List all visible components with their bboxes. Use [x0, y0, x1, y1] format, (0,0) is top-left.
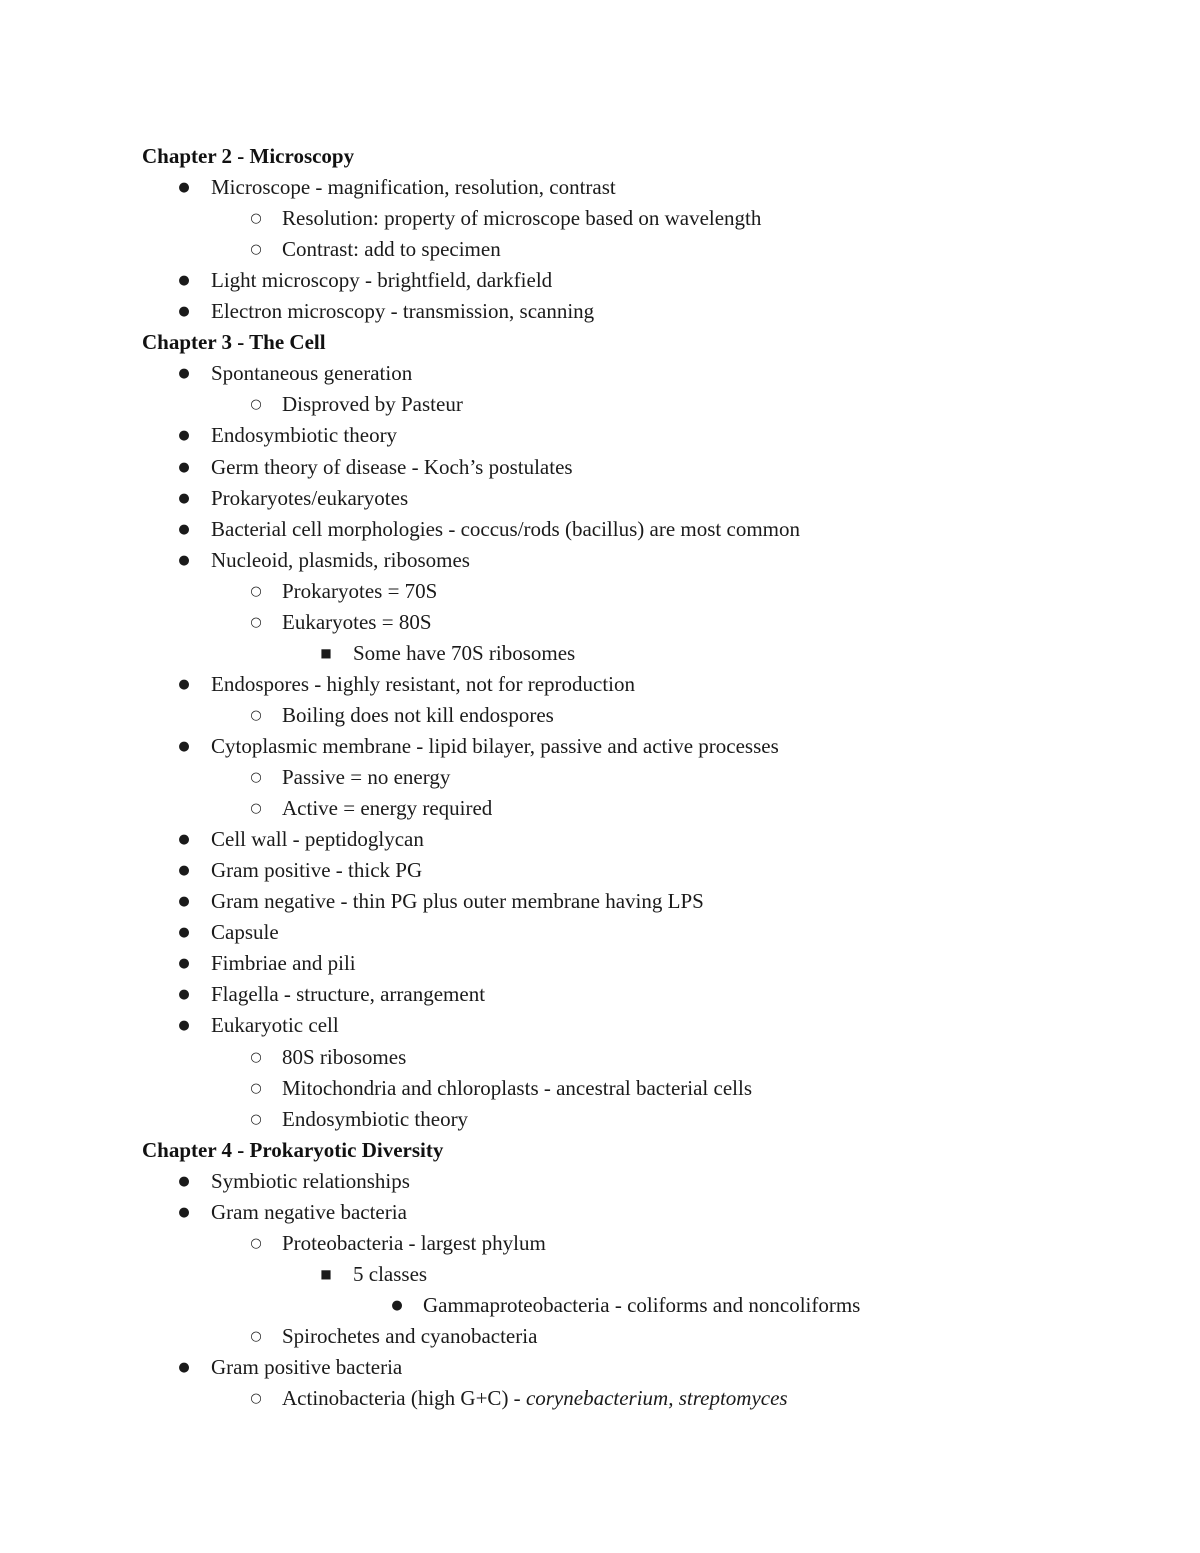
outline-item-text	[211, 886, 704, 917]
outline-item-text	[282, 1042, 406, 1073]
outline-item-text	[211, 452, 573, 483]
outline-item-text	[211, 545, 470, 576]
chapter-title: Chapter 2 - Microscopy	[142, 144, 355, 168]
outline-item-label: Eukaryotes = 80S	[282, 609, 432, 634]
outline-item-label: Proteobacteria - largest phylum	[282, 1230, 546, 1255]
outline-item-label: Gammaproteobacteria - coliforms and noncoliforms	[423, 1292, 861, 1317]
filled-circle-bullet-icon: ●	[178, 1018, 190, 1034]
outline-item-label: Endospores - highly resistant, not for reproduction	[211, 671, 635, 696]
outline-item-label: Gram negative bacteria	[211, 1199, 407, 1224]
outline-item-text	[211, 1352, 402, 1383]
outline-item-label: Prokaryotes/eukaryotes	[211, 485, 409, 510]
outline-item-label: Active = energy required	[282, 796, 493, 821]
outline-item-label: Mitochondria and chloroplasts - ancestral bacterial cells	[282, 1075, 752, 1100]
square-bullet-icon: ■	[320, 645, 332, 660]
hollow-circle-bullet-icon: ○	[250, 1049, 262, 1065]
outline-item-label: Gram positive - thick PG	[211, 858, 423, 883]
hollow-circle-bullet-icon: ○	[250, 801, 262, 817]
outline-item-label: 80S ribosomes	[282, 1044, 407, 1069]
filled-circle-bullet-icon: ●	[178, 180, 190, 196]
hollow-circle-bullet-icon: ○	[250, 211, 262, 227]
outline-item-text	[211, 296, 594, 327]
outline-item-label: Symbiotic relationships	[211, 1168, 410, 1193]
outline-item-text	[282, 700, 554, 731]
outline-item-label: Flagella - structure, arrangement	[211, 982, 486, 1007]
hollow-circle-bullet-icon: ○	[250, 1080, 262, 1096]
outline-item-label: Endosymbiotic theory	[282, 1106, 469, 1131]
filled-circle-bullet-icon: ●	[178, 521, 190, 537]
outline-item-label: Actinobacteria (high G+C) -	[282, 1386, 526, 1410]
outline-item-label: Spontaneous generation	[211, 361, 413, 386]
outline-item-text	[211, 420, 397, 451]
outline-item-label: Prokaryotes = 70S	[282, 578, 438, 603]
outline-item-text	[211, 265, 552, 296]
outline-item-text	[353, 638, 575, 669]
outline-item-text	[211, 917, 279, 948]
outline-item-text	[282, 234, 501, 265]
outline-item-text	[282, 1073, 752, 1104]
outline-item-label: Spirochetes and cyanobacteria	[282, 1323, 538, 1348]
outline-item-label: Disproved by Pasteur	[282, 392, 463, 417]
outline-item-text	[211, 948, 356, 979]
outline-item-text	[211, 514, 800, 545]
hollow-circle-bullet-icon: ○	[250, 1235, 262, 1251]
outline-item-text	[211, 731, 779, 762]
outline-item-text	[282, 1104, 468, 1135]
filled-circle-bullet-icon: ●	[178, 1204, 190, 1220]
outline-item-text	[211, 669, 635, 700]
filled-circle-bullet-icon: ●	[178, 894, 190, 910]
hollow-circle-bullet-icon: ○	[250, 770, 262, 785]
square-bullet-icon: ■	[320, 1266, 332, 1281]
outline-item-text	[211, 824, 424, 855]
filled-circle-bullet-icon: ●	[178, 1173, 190, 1189]
outline-item-label: Microscope - magnification, resolution, contrast	[211, 175, 616, 200]
hollow-circle-bullet-icon: ○	[250, 397, 262, 413]
filled-circle-bullet-icon: ●	[178, 925, 190, 941]
outline-item-text	[282, 203, 761, 234]
filled-circle-bullet-icon: ●	[178, 273, 190, 289]
filled-circle-bullet-icon: ●	[178, 366, 190, 382]
outline-item-text	[211, 172, 616, 203]
outline-item-text	[211, 1166, 410, 1197]
hollow-circle-bullet-icon: ○	[250, 242, 262, 258]
outline-item-label: Germ theory of disease - Koch’s postulates	[211, 454, 573, 479]
outline-item-text	[282, 1228, 546, 1259]
outline-item-label: Contrast: add to specimen	[282, 237, 501, 262]
outline-item-label: Cytoplasmic membrane - lipid bilayer, passive and active processes	[211, 734, 779, 758]
outline-item-text	[211, 855, 422, 886]
outline-item-text	[211, 358, 412, 389]
filled-circle-bullet-icon: ●	[178, 739, 190, 754]
outline-item-label: Gram positive bacteria	[211, 1355, 403, 1379]
filled-circle-bullet-icon: ●	[178, 459, 190, 475]
filled-circle-bullet-icon: ●	[178, 676, 190, 692]
outline-item-text	[282, 576, 437, 607]
outline-item-text	[282, 762, 450, 793]
outline-item-text	[211, 979, 485, 1010]
filled-circle-bullet-icon: ●	[178, 552, 190, 568]
outline-item-text	[423, 1290, 860, 1321]
filled-circle-bullet-icon: ●	[178, 1360, 190, 1375]
outline-item-label: Gram negative - thin PG plus outer membrane having LPS	[211, 889, 704, 914]
outline-item-label: Bacterial cell morphologies - coccus/rods (bacillus) are most common	[211, 516, 800, 541]
outline-item-label: Electron microscopy - transmission, scanning	[211, 299, 595, 324]
outline-item-text	[282, 389, 463, 420]
outline-item-label: Fimbriae and pili	[211, 951, 356, 976]
outline-item-text	[353, 1259, 427, 1290]
hollow-circle-bullet-icon: ○	[250, 1391, 262, 1406]
outline-item-text	[282, 607, 432, 638]
outline-item-label: Capsule	[211, 920, 279, 945]
outline-item-text	[211, 1197, 407, 1228]
filled-circle-bullet-icon: ●	[178, 863, 190, 879]
outline-item-text	[282, 1383, 788, 1414]
hollow-circle-bullet-icon: ○	[250, 614, 262, 630]
outline-item-label: Eukaryotic cell	[211, 1013, 339, 1038]
filled-circle-bullet-icon: ●	[178, 490, 190, 506]
outline-item-label: Passive = no energy	[282, 765, 451, 789]
filled-circle-bullet-icon: ●	[178, 304, 190, 320]
filled-circle-bullet-icon: ●	[178, 956, 190, 972]
outline-item-label: Endosymbiotic theory	[211, 423, 398, 448]
outline-item-text	[282, 1321, 537, 1352]
outline-item-label: Some have 70S ribosomes	[353, 640, 576, 665]
hollow-circle-bullet-icon: ○	[250, 707, 262, 723]
outline-item-label: Boiling does not kill endospores	[282, 702, 554, 727]
outline-item-text	[282, 793, 492, 824]
outline-item-label: Nucleoid, plasmids, ribosomes	[211, 547, 470, 572]
chapter-title: Chapter 4 - Prokaryotic Diversity	[142, 1137, 444, 1162]
filled-circle-bullet-icon: ●	[391, 1297, 403, 1313]
outline-item-label: Resolution: property of microscope based on wavelength	[282, 206, 762, 231]
hollow-circle-bullet-icon: ○	[250, 1111, 262, 1127]
outline-item-label: 5 classes	[353, 1261, 428, 1286]
filled-circle-bullet-icon: ●	[178, 832, 190, 848]
filled-circle-bullet-icon: ●	[178, 987, 190, 1003]
outline-item-italic: corynebacterium, streptomyces	[525, 1386, 788, 1410]
chapter-title: Chapter 3 - The Cell	[142, 330, 326, 355]
outline-item-label: Cell wall - peptidoglycan	[211, 827, 424, 852]
filled-circle-bullet-icon: ●	[178, 428, 190, 444]
outline-item-text	[211, 1010, 339, 1041]
hollow-circle-bullet-icon: ○	[250, 583, 262, 599]
hollow-circle-bullet-icon: ○	[250, 1328, 262, 1344]
outline-item-label: Light microscopy - brightfield, darkfield	[211, 268, 553, 293]
outline-item-text	[211, 483, 408, 514]
